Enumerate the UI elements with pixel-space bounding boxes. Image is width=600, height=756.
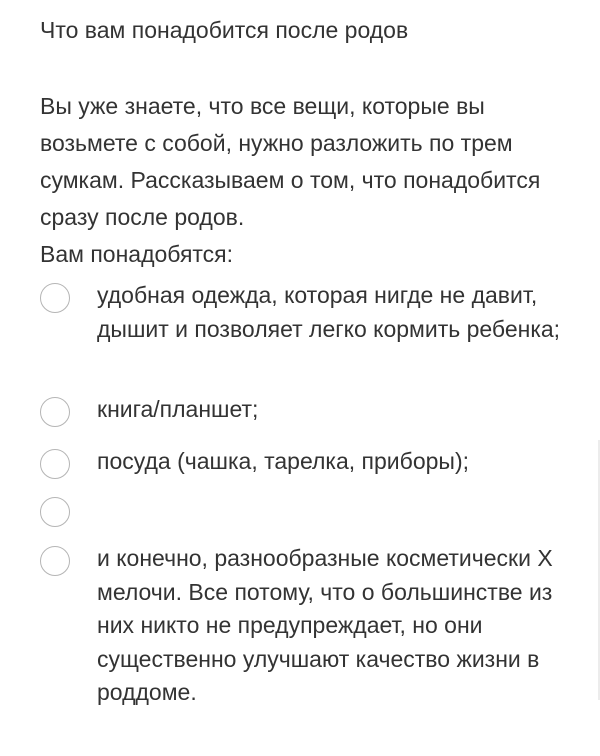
checklist-item-label: удобная одежда, которая нигде не давит, дышит и позволяет легко кормить ребенка; [97, 282, 561, 342]
intro-lead: Вам понадобятся: [40, 241, 234, 267]
article-title: Что вам понадобится после родов [40, 17, 409, 43]
radio-button[interactable] [40, 397, 70, 427]
checklist-item-label: и конечно, разнообразные косметически Х мелочи. Все потому, что о большинстве из них никто не предупреждает, но они существенно улучшают качество жизни в роддоме. [97, 545, 553, 705]
radio-button[interactable] [40, 283, 70, 313]
radio-button[interactable] [40, 449, 70, 479]
radio-button[interactable] [40, 497, 70, 527]
checklist-item-label: посуда (чашка, тарелка, приборы); [97, 448, 469, 474]
radio-button[interactable] [40, 546, 70, 576]
intro-paragraph: Вы уже знаете, что все вещи, которые вы возьмете с собой, нужно разложить по трем сумкам. Рассказываем о том, что понадобится сразу после родов. [40, 93, 541, 230]
checklist-item-label: книга/планшет; [97, 396, 259, 422]
intro-block [40, 88, 570, 273]
